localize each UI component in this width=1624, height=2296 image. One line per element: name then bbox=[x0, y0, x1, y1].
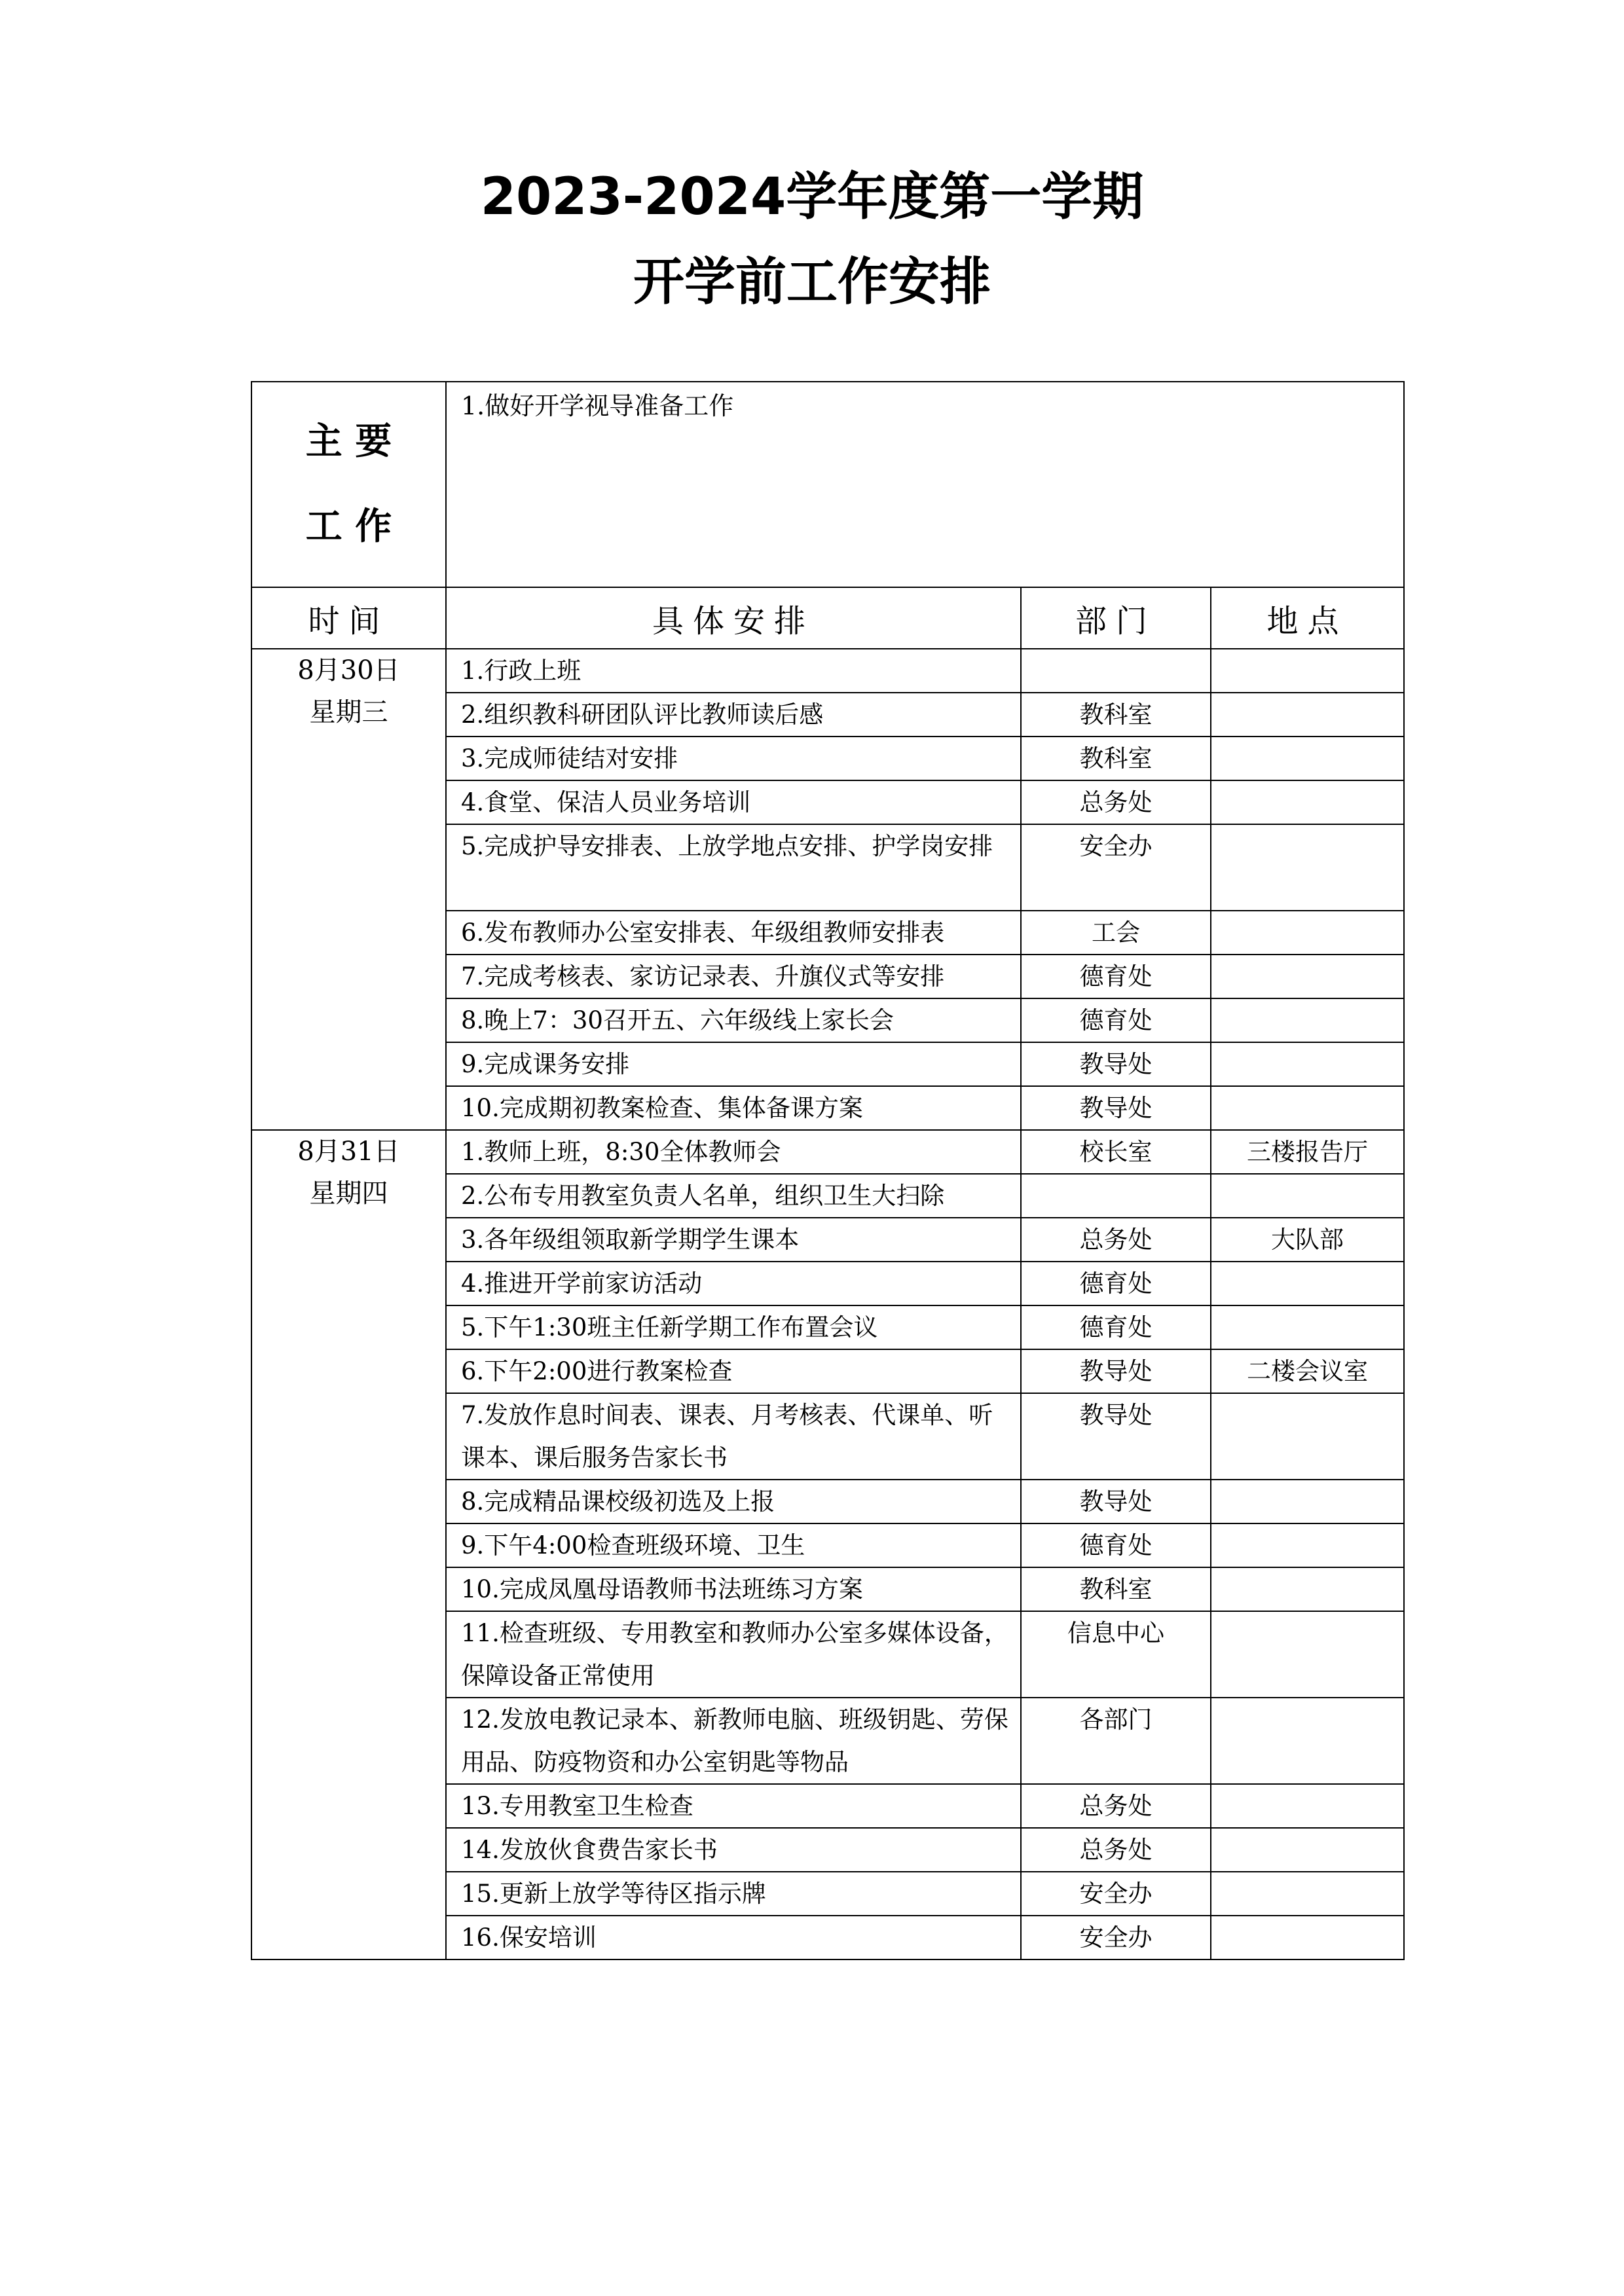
task-cell: 3.完成师徒结对安排 bbox=[446, 737, 1021, 780]
dept-cell: 总务处 bbox=[1021, 1218, 1211, 1262]
place-cell bbox=[1211, 737, 1404, 780]
place-cell bbox=[1211, 1784, 1404, 1828]
task-cell: 4.食堂、保洁人员业务培训 bbox=[446, 780, 1021, 824]
dept-cell: 教导处 bbox=[1021, 1349, 1211, 1393]
day-weekday: 星期三 bbox=[309, 697, 388, 727]
table-row bbox=[251, 1130, 1404, 1174]
dept-cell: 德育处 bbox=[1021, 1262, 1211, 1305]
place-cell: 大队部 bbox=[1211, 1218, 1404, 1262]
schedule-table bbox=[251, 381, 1405, 1960]
task-cell: 6.下午2:00进行教案检查 bbox=[446, 1349, 1021, 1393]
task-cell: 5.完成护导安排表、上放学地点安排、护学岗安排 bbox=[446, 824, 1021, 911]
place-cell bbox=[1211, 1174, 1404, 1218]
place-cell: 三楼报告厅 bbox=[1211, 1130, 1404, 1174]
column-header-place: 地点 bbox=[1211, 587, 1404, 649]
dept-cell: 总务处 bbox=[1021, 1828, 1211, 1872]
dept-cell: 教科室 bbox=[1021, 737, 1211, 780]
day-cell bbox=[251, 1130, 446, 1959]
dept-cell: 各部门 bbox=[1021, 1698, 1211, 1784]
place-cell bbox=[1211, 955, 1404, 998]
dept-cell: 安全办 bbox=[1021, 824, 1211, 911]
task-cell: 13.专用教室卫生检查 bbox=[446, 1784, 1021, 1828]
task-cell: 2.组织教科研团队评比教师读后感 bbox=[446, 693, 1021, 737]
place-cell bbox=[1211, 1480, 1404, 1523]
dept-cell: 德育处 bbox=[1021, 1305, 1211, 1349]
day-date: 8月31日 bbox=[297, 1137, 400, 1167]
place-cell bbox=[1211, 1086, 1404, 1130]
task-cell: 16.保安培训 bbox=[446, 1916, 1021, 1959]
main-work-label: 主 要 工 作 bbox=[251, 382, 446, 587]
task-cell: 8.完成精品课校级初选及上报 bbox=[446, 1480, 1021, 1523]
dept-cell: 德育处 bbox=[1021, 1523, 1211, 1567]
task-cell: 12.发放电教记录本、新教师电脑、班级钥匙、劳保用品、防疫物资和办公室钥匙等物品 bbox=[446, 1698, 1021, 1784]
schedule-table-body bbox=[251, 382, 1404, 1959]
place-cell: 二楼会议室 bbox=[1211, 1349, 1404, 1393]
task-cell: 1.教师上班，8:30全体教师会 bbox=[446, 1130, 1021, 1174]
task-cell: 2.公布专用教室负责人名单，组织卫生大扫除 bbox=[446, 1174, 1021, 1218]
task-cell: 8.晚上7：30召开五、六年级线上家长会 bbox=[446, 998, 1021, 1042]
dept-cell: 总务处 bbox=[1021, 780, 1211, 824]
place-cell bbox=[1211, 1916, 1404, 1959]
dept-cell: 总务处 bbox=[1021, 1784, 1211, 1828]
place-cell bbox=[1211, 824, 1404, 911]
task-cell: 6.发布教师办公室安排表、年级组教师安排表 bbox=[446, 911, 1021, 955]
place-cell bbox=[1211, 1042, 1404, 1086]
task-cell: 1.行政上班 bbox=[446, 649, 1021, 693]
day-cell bbox=[251, 649, 446, 1130]
place-cell bbox=[1211, 1393, 1404, 1480]
dept-cell bbox=[1021, 649, 1211, 693]
main-work-row bbox=[251, 382, 1404, 587]
column-header-time: 时间 bbox=[251, 587, 446, 649]
place-cell bbox=[1211, 780, 1404, 824]
dept-cell: 安全办 bbox=[1021, 1916, 1211, 1959]
dept-cell: 德育处 bbox=[1021, 998, 1211, 1042]
day-date: 8月30日 bbox=[297, 655, 400, 685]
task-cell: 9.完成课务安排 bbox=[446, 1042, 1021, 1086]
place-cell bbox=[1211, 1698, 1404, 1784]
dept-cell: 教导处 bbox=[1021, 1393, 1211, 1480]
place-cell bbox=[1211, 1872, 1404, 1916]
column-header-task: 具体安排 bbox=[446, 587, 1021, 649]
task-cell: 11.检查班级、专用教室和教师办公室多媒体设备，保障设备正常使用 bbox=[446, 1611, 1021, 1698]
column-header-dept: 部门 bbox=[1021, 587, 1211, 649]
dept-cell: 校长室 bbox=[1021, 1130, 1211, 1174]
dept-cell: 工会 bbox=[1021, 911, 1211, 955]
dept-cell: 德育处 bbox=[1021, 955, 1211, 998]
dept-cell: 教导处 bbox=[1021, 1086, 1211, 1130]
task-cell: 15.更新上放学等待区指示牌 bbox=[446, 1872, 1021, 1916]
place-cell bbox=[1211, 1523, 1404, 1567]
document-title-line1: 2023-2024学年度第一学期 bbox=[480, 168, 1144, 227]
task-cell: 10.完成凤凰母语教师书法班练习方案 bbox=[446, 1567, 1021, 1611]
place-cell bbox=[1211, 649, 1404, 693]
place-cell bbox=[1211, 1611, 1404, 1698]
task-cell: 7.发放作息时间表、课表、月考核表、代课单、听课本、课后服务告家长书 bbox=[446, 1393, 1021, 1480]
place-cell bbox=[1211, 1305, 1404, 1349]
task-cell: 4.推进开学前家访活动 bbox=[446, 1262, 1021, 1305]
task-cell: 5.下午1:30班主任新学期工作布置会议 bbox=[446, 1305, 1021, 1349]
header-row bbox=[251, 587, 1404, 649]
task-cell: 3.各年级组领取新学期学生课本 bbox=[446, 1218, 1021, 1262]
table-row bbox=[251, 649, 1404, 693]
main-work-content: 1.做好开学视导准备工作 bbox=[446, 382, 1404, 587]
place-cell bbox=[1211, 1262, 1404, 1305]
place-cell bbox=[1211, 1567, 1404, 1611]
task-cell: 7.完成考核表、家访记录表、升旗仪式等安排 bbox=[446, 955, 1021, 998]
document-title-line2: 开学前工作安排 bbox=[633, 253, 991, 312]
dept-cell: 教导处 bbox=[1021, 1042, 1211, 1086]
task-cell: 10.完成期初教案检查、集体备课方案 bbox=[446, 1086, 1021, 1130]
place-cell bbox=[1211, 1828, 1404, 1872]
place-cell bbox=[1211, 911, 1404, 955]
dept-cell: 安全办 bbox=[1021, 1872, 1211, 1916]
dept-cell: 教导处 bbox=[1021, 1480, 1211, 1523]
dept-cell: 教科室 bbox=[1021, 1567, 1211, 1611]
dept-cell: 教科室 bbox=[1021, 693, 1211, 737]
day-weekday: 星期四 bbox=[309, 1178, 388, 1209]
place-cell bbox=[1211, 693, 1404, 737]
task-cell: 9.下午4:00检查班级环境、卫生 bbox=[446, 1523, 1021, 1567]
dept-cell: 信息中心 bbox=[1021, 1611, 1211, 1698]
task-cell: 14.发放伙食费告家长书 bbox=[446, 1828, 1021, 1872]
place-cell bbox=[1211, 998, 1404, 1042]
dept-cell bbox=[1021, 1174, 1211, 1218]
